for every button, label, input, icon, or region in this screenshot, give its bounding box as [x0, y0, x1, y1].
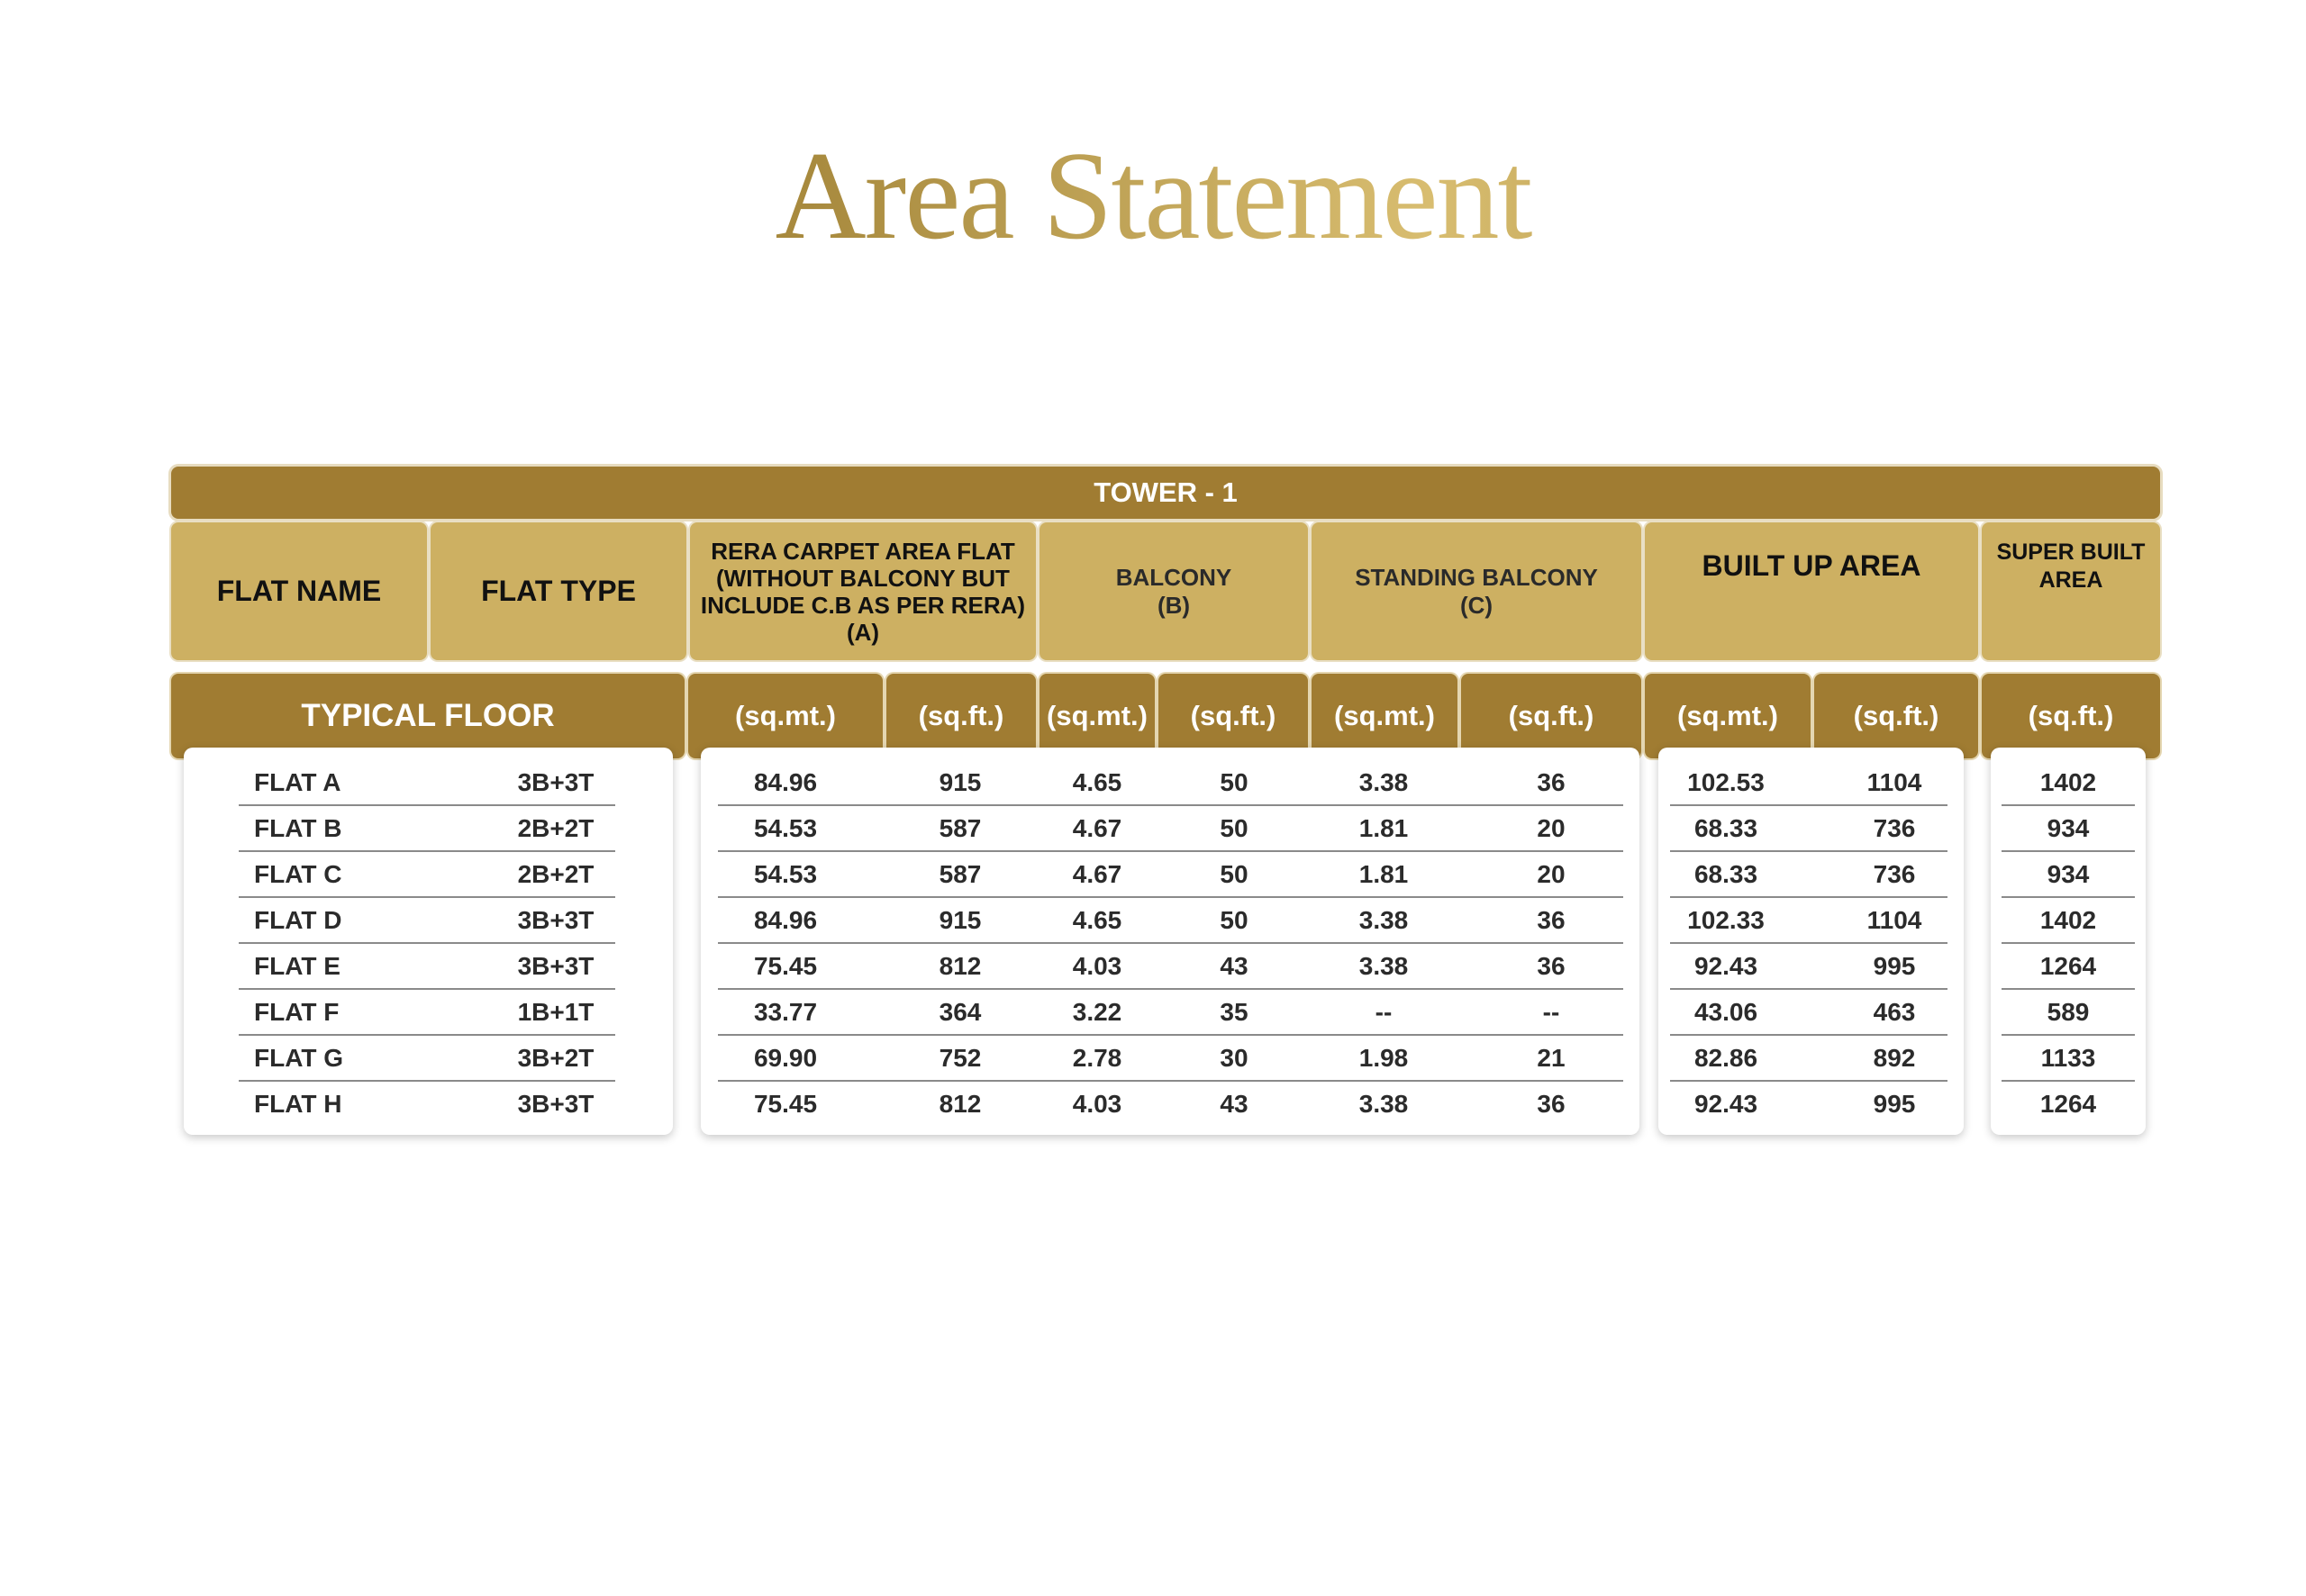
cell-balcony-sqft: 50	[1220, 906, 1248, 934]
header-super-built-area: SUPER BUILT AREA	[1982, 522, 2160, 660]
cell-rera-sqft: 752	[939, 1044, 982, 1072]
cell-builtup-sqmt: 92.43	[1693, 1090, 1758, 1118]
header-balcony: BALCONY (B)	[1040, 522, 1308, 660]
cell-superbuilt-sqft: 934	[2047, 814, 2090, 842]
cell-standing-sqmt: 1.81	[1358, 814, 1409, 842]
row-divider	[1670, 896, 1947, 898]
cell-rera-sqft: 915	[939, 768, 982, 796]
cell-standing-sqmt: 3.38	[1358, 1090, 1409, 1118]
cell-builtup-sqmt: 102.33	[1687, 906, 1765, 934]
row-divider	[239, 942, 615, 944]
cell-builtup-sqmt: 82.86	[1693, 1044, 1758, 1072]
cell-rera-sqft: 812	[939, 1090, 982, 1118]
header-flat-type: FLAT TYPE	[431, 522, 686, 660]
cell-superbuilt-sqft: 1264	[2039, 1090, 2097, 1118]
row-divider	[1670, 942, 1947, 944]
cell-builtup-sqft: 736	[1873, 814, 1916, 842]
cell-balcony-sqmt: 4.65	[1072, 906, 1122, 934]
cell-standing-sqft: 36	[1537, 906, 1566, 934]
row-divider	[1670, 1034, 1947, 1036]
cell-balcony-sqmt: 3.22	[1072, 998, 1122, 1026]
cell-standing-sqft: 20	[1537, 814, 1566, 842]
cell-balcony-sqft: 43	[1220, 1090, 1248, 1118]
cell-rera-sqmt: 75.45	[753, 1090, 818, 1118]
row-divider	[718, 1080, 1623, 1082]
cell-builtup-sqft: 463	[1873, 998, 1916, 1026]
cell-standing-sqmt: 1.81	[1358, 860, 1409, 888]
cell-builtup-sqft: 892	[1873, 1044, 1916, 1072]
cell-flat-type: 3B+2T	[517, 1044, 595, 1072]
cell-builtup-sqmt: 102.53	[1687, 768, 1765, 796]
cell-builtup-sqmt: 43.06	[1693, 998, 1758, 1026]
row-divider	[718, 1034, 1623, 1036]
cell-flat-type: 3B+3T	[517, 906, 595, 934]
row-divider	[2002, 1034, 2135, 1036]
unit-rera-sqft: (sq.ft.)	[886, 674, 1036, 758]
header-rera-carpet-area: RERA CARPET AREA FLAT (WITHOUT BALCONY BUT INCLUDE C.B AS PER RERA) (A)	[690, 522, 1036, 660]
cell-standing-sqmt: 3.38	[1358, 906, 1409, 934]
row-divider	[1670, 850, 1947, 852]
row-divider	[2002, 896, 2135, 898]
cell-rera-sqmt: 69.90	[753, 1044, 818, 1072]
row-divider	[2002, 1080, 2135, 1082]
cell-balcony-sqmt: 4.67	[1072, 814, 1122, 842]
row-divider	[2002, 804, 2135, 806]
row-divider	[239, 896, 615, 898]
header-built-up-area: BUILT UP AREA	[1645, 522, 1978, 660]
cell-superbuilt-sqft: 934	[2047, 860, 2090, 888]
cell-standing-sqft: 21	[1537, 1044, 1566, 1072]
cell-balcony-sqft: 50	[1220, 814, 1248, 842]
typical-floor-label: TYPICAL FLOOR	[171, 674, 685, 758]
row-divider	[718, 804, 1623, 806]
unit-balcony-sqmt: (sq.mt.)	[1040, 674, 1155, 758]
cell-standing-sqft: 20	[1537, 860, 1566, 888]
cell-balcony-sqmt: 2.78	[1072, 1044, 1122, 1072]
row-divider	[239, 804, 615, 806]
unit-standing-sqft: (sq.ft.)	[1461, 674, 1641, 758]
cell-standing-sqmt: --	[1375, 998, 1393, 1026]
cell-balcony-sqmt: 4.65	[1072, 768, 1122, 796]
cell-balcony-sqft: 30	[1220, 1044, 1248, 1072]
cell-flat-name: FLAT H	[254, 1090, 342, 1118]
cell-rera-sqmt: 75.45	[753, 952, 818, 980]
cell-superbuilt-sqft: 1133	[2040, 1044, 2096, 1072]
cell-flat-name: FLAT E	[254, 952, 340, 980]
cell-builtup-sqft: 1104	[1866, 906, 1922, 934]
cell-standing-sqmt: 1.98	[1358, 1044, 1409, 1072]
cell-flat-type: 1B+1T	[517, 998, 595, 1026]
cell-rera-sqmt: 54.53	[753, 814, 818, 842]
cell-flat-name: FLAT C	[254, 860, 342, 888]
cell-flat-name: FLAT B	[254, 814, 342, 842]
cell-builtup-sqft: 995	[1873, 952, 1916, 980]
cell-rera-sqft: 587	[939, 860, 982, 888]
cell-builtup-sqmt: 68.33	[1693, 860, 1758, 888]
cell-standing-sqft: 36	[1537, 952, 1566, 980]
row-divider	[239, 850, 615, 852]
row-divider	[239, 988, 615, 990]
header-flat-name: FLAT NAME	[171, 522, 427, 660]
cell-builtup-sqft: 736	[1873, 860, 1916, 888]
page-title: Area Statement	[0, 133, 2306, 259]
cell-balcony-sqmt: 4.67	[1072, 860, 1122, 888]
row-divider	[718, 942, 1623, 944]
cell-standing-sqft: --	[1542, 998, 1560, 1026]
cell-balcony-sqft: 50	[1220, 860, 1248, 888]
cell-rera-sqmt: 84.96	[753, 768, 818, 796]
cell-rera-sqmt: 33.77	[753, 998, 818, 1026]
cell-builtup-sqft: 1104	[1866, 768, 1922, 796]
row-divider	[1670, 804, 1947, 806]
tower-header: TOWER - 1	[171, 467, 2160, 519]
row-divider	[2002, 988, 2135, 990]
unit-standing-sqmt: (sq.mt.)	[1312, 674, 1457, 758]
header-standing-balcony: STANDING BALCONY (C)	[1312, 522, 1641, 660]
unit-superbuilt-sqft: (sq.ft.)	[1982, 674, 2160, 758]
cell-rera-sqmt: 84.96	[753, 906, 818, 934]
cell-flat-type: 3B+3T	[517, 952, 595, 980]
cell-rera-sqft: 915	[939, 906, 982, 934]
cell-superbuilt-sqft: 1402	[2039, 906, 2097, 934]
cell-flat-name: FLAT A	[254, 768, 341, 796]
unit-balcony-sqft: (sq.ft.)	[1158, 674, 1308, 758]
cell-superbuilt-sqft: 589	[2047, 998, 2090, 1026]
row-divider	[1670, 1080, 1947, 1082]
row-divider	[718, 896, 1623, 898]
cell-standing-sqmt: 3.38	[1358, 952, 1409, 980]
cell-rera-sqmt: 54.53	[753, 860, 818, 888]
cell-rera-sqft: 812	[939, 952, 982, 980]
cell-flat-name: FLAT D	[254, 906, 342, 934]
cell-balcony-sqmt: 4.03	[1072, 1090, 1122, 1118]
cell-superbuilt-sqft: 1264	[2039, 952, 2097, 980]
cell-flat-type: 3B+3T	[517, 768, 595, 796]
unit-builtup-sqft: (sq.ft.)	[1814, 674, 1978, 758]
cell-balcony-sqft: 35	[1220, 998, 1248, 1026]
cell-rera-sqft: 364	[939, 998, 982, 1026]
cell-builtup-sqft: 995	[1873, 1090, 1916, 1118]
cell-flat-type: 2B+2T	[517, 860, 595, 888]
cell-flat-name: FLAT F	[254, 998, 340, 1026]
row-divider	[718, 988, 1623, 990]
unit-rera-sqmt: (sq.mt.)	[688, 674, 883, 758]
cell-flat-type: 2B+2T	[517, 814, 595, 842]
unit-builtup-sqmt: (sq.mt.)	[1645, 674, 1811, 758]
cell-builtup-sqmt: 68.33	[1693, 814, 1758, 842]
cell-builtup-sqmt: 92.43	[1693, 952, 1758, 980]
cell-superbuilt-sqft: 1402	[2039, 768, 2097, 796]
row-divider	[718, 850, 1623, 852]
cell-flat-type: 3B+3T	[517, 1090, 595, 1118]
cell-standing-sqft: 36	[1537, 768, 1566, 796]
cell-balcony-sqmt: 4.03	[1072, 952, 1122, 980]
row-divider	[239, 1080, 615, 1082]
row-divider	[2002, 850, 2135, 852]
cell-rera-sqft: 587	[939, 814, 982, 842]
cell-flat-name: FLAT G	[254, 1044, 344, 1072]
row-divider	[239, 1034, 615, 1036]
cell-balcony-sqft: 43	[1220, 952, 1248, 980]
cell-standing-sqmt: 3.38	[1358, 768, 1409, 796]
cell-balcony-sqft: 50	[1220, 768, 1248, 796]
cell-standing-sqft: 36	[1537, 1090, 1566, 1118]
row-divider	[2002, 942, 2135, 944]
row-divider	[1670, 988, 1947, 990]
